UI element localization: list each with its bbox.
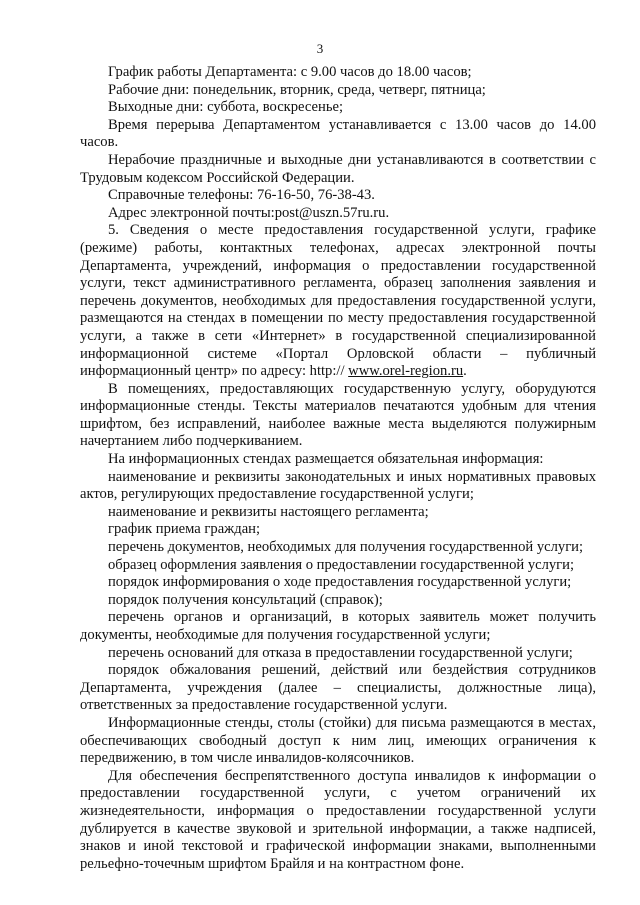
paragraph-info-stands: В помещениях, предоставляющих государственную услугу, оборудуются информационные стенды. Тексты материалов печатаются удобным для чтения шрифтом, без исправлений, наиболее важные места выделяются полужирным начертанием либо подчеркиванием. — [80, 380, 596, 450]
paragraph-break-time: Время перерыва Департаментом устанавливается с 13.00 часов до 14.00 часов. — [80, 116, 596, 151]
website-link[interactable]: www.orel-region.ru — [348, 363, 464, 380]
list-item: образец оформления заявления о предоставлении государственной услуги; — [108, 556, 575, 573]
paragraph-section-5 — [80, 222, 596, 380]
paragraph-working-days: Рабочие дни: понедельник, вторник, среда, четверг, пятница; — [108, 81, 486, 98]
paragraph-accessibility-stands: Информационные стенды, столы (стойки) для письма размещаются в местах, обеспечивающих свободный доступ к ним лиц, имеющих ограничения к передвижению, в том числе инвалидов-колясочников. — [80, 714, 596, 767]
list-item: наименование и реквизиты законодательных и иных нормативных правовых актов, регулирующих предоставление государственной услуги; — [80, 468, 596, 503]
list-item: перечень оснований для отказа в предоставлении государственной услуги; — [108, 644, 573, 661]
list-item: порядок получения консультаций (справок); — [108, 591, 383, 608]
paragraph-holidays: Нерабочие праздничные и выходные дни устанавливаются в соответствии с Трудовым кодексом Российской Федерации. — [80, 151, 596, 186]
list-item: перечень документов, необходимых для получения государственной услуги; — [108, 539, 584, 556]
list-item: порядок обжалования решений, действий или бездействия сотрудников Департамента, учреждения (далее – специалисты, должностные лица), ответственных за предоставление государственной услуги. — [80, 662, 596, 714]
list-item: график приема граждан; — [108, 521, 261, 538]
list-item: наименование и реквизиты настоящего регламента; — [108, 503, 429, 520]
paragraph-phones: Справочные телефоны: 76-16-50, 76-38-43. — [108, 187, 375, 204]
page-number: 3 — [316, 41, 324, 56]
paragraph-accessibility-info: Для обеспечения беспрепятственного доступа инвалидов к информации о предоставлении государственной услуги, с учетом ограничений их жизнедеятельности, информация о предоставлении государственной услуги дублируется в качестве звуковой и зрительной информации, а также надписей, знаков и иной текстовой и графической информации знаками, выполненными рельефно-точечным шрифтом Брайля и на контрастном фоне. — [80, 767, 596, 872]
paragraph-schedule: График работы Департамента: с 9.00 часов до 18.00 часов; — [108, 64, 472, 80]
document-body — [80, 64, 596, 873]
paragraph-email: Адрес электронной почты:post@uszn.57ru.ru. — [108, 204, 390, 221]
paragraph-mandatory-info: На информационных стендах размещается обязательная информация: — [108, 451, 544, 468]
list-item: порядок информирования о ходе предоставления государственной услуги; — [108, 574, 572, 591]
list-item: перечень органов и организаций, в которых заявитель может получить документы, необходимые для получения государственной услуги; — [80, 609, 596, 643]
section-5-tail: . — [463, 363, 467, 380]
paragraph-days-off: Выходные дни: суббота, воскресенье; — [108, 99, 344, 116]
section-5-text: 5. Сведения о месте предоставления государственной услуги, графике (режиме) работы, контактных телефонах, адресах электронной почты Департамента, учреждений, информация о предоставлении государственной услуги, текст административного регламента, образец заполнения заявления и перечень документов, необходимых для предоставления государственной услуги, размещаются на стендах в помещении по месту предоставления государственной услуги, а также в сети «Интернет» в государственной специализированной информационной системе «Портал Орловской области – публичный информационный центр» по адресу: http:// — [80, 222, 596, 380]
